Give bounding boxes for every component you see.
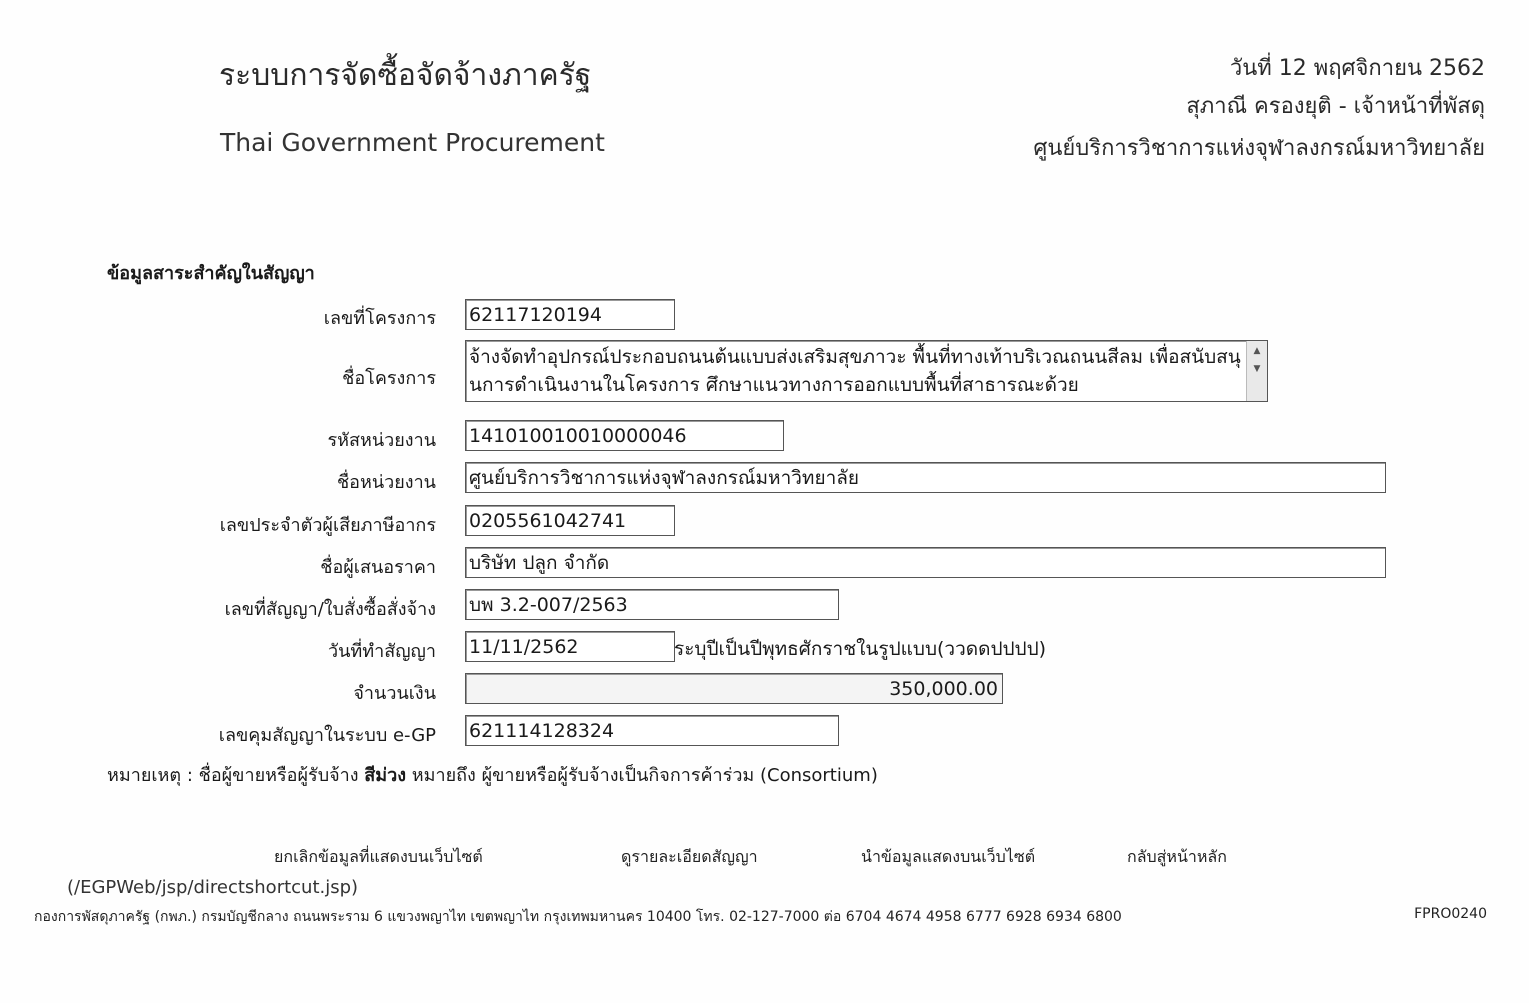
project-name-label: ชื่อโครงการ: [342, 368, 436, 389]
agency-code-field[interactable]: 141010010010000046: [465, 420, 784, 451]
textarea-scrollbar[interactable]: [1246, 341, 1267, 401]
contract-no-label: เลขที่สัญญา/ใบสั่งซื้อสั่งจ้าง: [224, 599, 436, 620]
control-no-field[interactable]: 621114128324: [465, 715, 839, 746]
amount-label: จำนวนเงิน: [353, 683, 436, 704]
form-code: FPRO0240: [1414, 906, 1487, 922]
project-name-textarea[interactable]: [465, 340, 1268, 402]
scroll-up-arrow-icon[interactable]: ▲: [1253, 346, 1261, 356]
section-title: ข้อมูลสาระสำคัญในสัญญา: [107, 263, 315, 284]
agency-code-label: รหัสหน่วยงาน: [327, 430, 436, 451]
user-info: สุภาณี ครองยุติ - เจ้าหน้าที่พัสดุ: [1186, 94, 1485, 119]
contract-no-field[interactable]: บพ 3.2-007/2563: [465, 589, 839, 620]
project-no-label: เลขที่โครงการ: [323, 308, 436, 329]
page-url: (/EGPWeb/jsp/directshortcut.jsp): [67, 877, 359, 898]
note-highlight: สีม่วง: [364, 765, 407, 786]
tax-id-field[interactable]: 0205561042741: [465, 505, 675, 536]
view-contract-detail-link[interactable]: ดูรายละเอียดสัญญา: [621, 847, 758, 866]
system-title-english: Thai Government Procurement: [220, 128, 605, 157]
cancel-publish-link[interactable]: ยกเลิกข้อมูลที่แสดงบนเว็บไซต์: [274, 847, 483, 866]
bidder-name-label: ชื่อผู้เสนอราคา: [320, 557, 436, 578]
agency-name-label: ชื่อหน่วยงาน: [336, 472, 436, 493]
back-to-home-link[interactable]: กลับสู่หน้าหลัก: [1127, 847, 1227, 866]
bidder-name-field[interactable]: บริษัท ปลูก จำกัด: [465, 547, 1386, 578]
agency-name-field[interactable]: ศูนย์บริการวิชาการแห่งจุฬาลงกรณ์มหาวิทยาลัย: [465, 462, 1386, 493]
control-no-label: เลขคุมสัญญาในระบบ e-GP: [218, 725, 436, 746]
note-prefix: หมายเหตุ : ชื่อผู้ขายหรือผู้รับจ้าง: [107, 765, 365, 786]
consortium-note: [107, 760, 878, 789]
contract-date-field[interactable]: 11/11/2562: [465, 631, 675, 662]
scroll-down-arrow-icon[interactable]: ▼: [1253, 364, 1261, 374]
organization-name: ศูนย์บริการวิชาการแห่งจุฬาลงกรณ์มหาวิทยาลัย: [1033, 136, 1485, 161]
system-title-thai: ระบบการจัดซื้อจัดจ้างภาครัฐ: [219, 58, 592, 93]
publish-to-website-link[interactable]: นำข้อมูลแสดงบนเว็บไซต์: [861, 847, 1036, 866]
contract-date-label: วันที่ทำสัญญา: [327, 641, 436, 662]
project-name-text: จ้างจัดทำอุปกรณ์ประกอบถนนต้นแบบส่งเสริมสุขภาวะ พื้นที่ทางเท้าบริเวณถนนสีลม เพื่อสนับสนุนการดำเนินงานในโครงการ ศึกษาแนวทางการออกแบบพื้นที่สาธารณะด้วย: [469, 346, 1241, 396]
current-date: วันที่ 12 พฤศจิกายน 2562: [1229, 56, 1485, 81]
note-suffix: หมายถึง ผู้ขายหรือผู้รับจ้างเป็นกิจการค้าร่วม (Consortium): [406, 765, 878, 786]
amount-field[interactable]: 350,000.00: [465, 673, 1003, 704]
footer-contact: กองการพัสดุภาครัฐ (กพภ.) กรมบัญชีกลาง ถนนพระราม 6 แขวงพญาไท เขตพญาไท กรุงเทพมหานคร 10400 โทร. 02-127-7000 ต่อ 6704 4674 4958 6777 6928 6934 6800: [34, 909, 1122, 925]
contract-date-format-hint: ระบุปีเป็นปีพุทธศักราชในรูปแบบ(ววดดปปปป): [674, 638, 1047, 660]
tax-id-label: เลขประจำตัวผู้เสียภาษีอากร: [219, 515, 436, 536]
project-no-field[interactable]: 62117120194: [465, 299, 675, 330]
